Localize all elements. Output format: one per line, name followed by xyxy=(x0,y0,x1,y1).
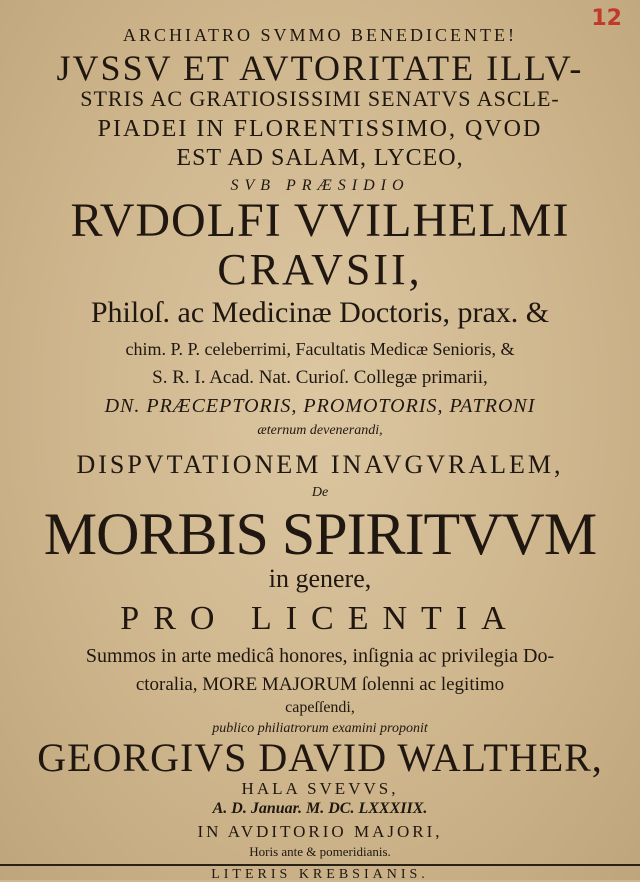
imprint-rule xyxy=(0,864,640,866)
printer-line: LITERIS KREBSIANIS. xyxy=(211,867,429,882)
invocation-line: ARCHIATRO SVMMO BENEDICENTE! xyxy=(123,25,517,45)
licentia-line: PRO LICENTIA xyxy=(120,600,520,637)
respondent-name: GEORGIVS DAVID WALTHER, xyxy=(37,735,603,780)
dedication-line: DN. PRÆCEPTORIS, PROMOTORIS, PATRONI xyxy=(104,395,536,417)
thesis-subtitle: in genere, xyxy=(268,564,372,593)
folio-number: 12 xyxy=(591,6,622,31)
heading-line-3: PIADEI IN FLORENTISSIMO, QVOD xyxy=(97,116,543,142)
praeses-name-line-1: RVDOLFI VVILHELMI xyxy=(70,194,570,247)
praeses-title-line-1: Philoſ. ac Medicinæ Doctoris, prax. & xyxy=(90,296,550,329)
honours-line-1: Summos in arte medicâ honores, inſignia ac privilegia Do- xyxy=(85,645,555,667)
praeside-line: SVB PRÆSIDIO xyxy=(230,177,410,194)
praeses-title-line-2: chim. P. P. celeberrimi, Facultatis Medicæ Senioris, & xyxy=(125,339,515,359)
heading-line-1: JVSSV ET AVTORITATE ILLV- xyxy=(56,48,584,88)
de-line: De xyxy=(311,485,329,500)
venue-line: IN AVDITORIO MAJORI, xyxy=(197,822,443,841)
praeses-name-line-2: CRAVSII, xyxy=(217,245,423,294)
proponit-line: publico philiatrorum examini proponit xyxy=(212,721,428,736)
heading-line-2: STRIS AC GRATIOSISSIMI SENATVS ASCLE- xyxy=(80,86,560,111)
dedication-subline: æternum devenerandi, xyxy=(257,423,383,438)
hours-line: Horis ante & pomeridianis. xyxy=(249,844,391,859)
honours-line-2: ctoralia, MORE MAJORUM ſolenni ac legitimo xyxy=(135,674,505,695)
date-line: A. D. Januar. M. DC. LXXXIIX. xyxy=(212,800,428,817)
heading-line-4: EST AD SALAM, LYCEO, xyxy=(176,145,464,171)
respondent-origin: HALA SVEVVS, xyxy=(241,779,399,798)
praeses-title-line-3: S. R. I. Acad. Nat. Curioſ. Collegæ primarii, xyxy=(152,367,488,388)
disputation-line: DISPVTATIONEM INAVGVRALEM, xyxy=(76,450,564,479)
thesis-title: MORBIS SPIRITVVM xyxy=(43,501,597,567)
honours-line-3: capeſſendi, xyxy=(285,699,355,716)
